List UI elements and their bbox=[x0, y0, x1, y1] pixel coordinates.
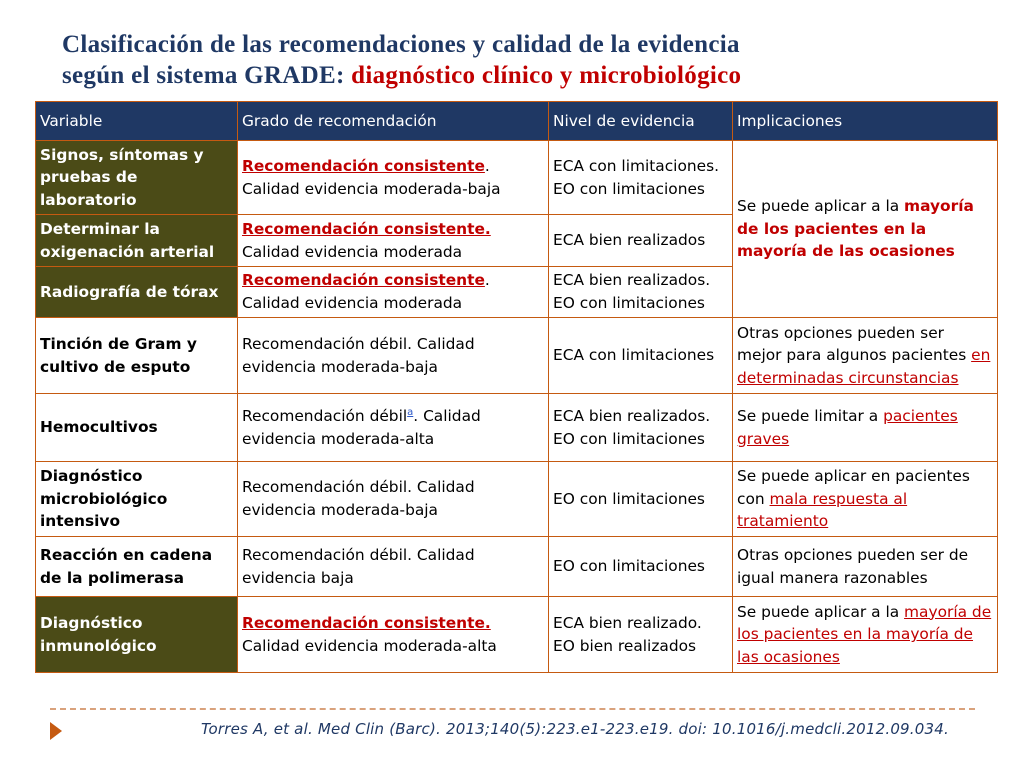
grade-strong: Recomendación consistente bbox=[242, 156, 485, 175]
grade-cell bbox=[238, 141, 549, 215]
impl-highlight: mayoría de los pacientes en la mayoría de las ocasiones bbox=[737, 197, 974, 261]
title-line-2-highlight: diagnóstico clínico y microbiológico bbox=[351, 62, 742, 89]
implications-cell bbox=[733, 462, 998, 537]
evidence-line-2: EO con limitaciones bbox=[553, 179, 705, 198]
table-row bbox=[36, 141, 998, 215]
evidence-cell: ECA con limitaciones bbox=[549, 318, 733, 394]
title-line-2-prefix: según el sistema GRADE: bbox=[62, 62, 352, 89]
variable-cell: Tinción de Gram y cultivo de esputo bbox=[36, 318, 238, 394]
table-row bbox=[36, 318, 998, 394]
evidence-line-2: EO con limitaciones bbox=[553, 294, 705, 312]
grade-cell: Recomendación débil. Calidad evidencia moderada-baja bbox=[238, 462, 549, 537]
impl-highlight: pacientes graves bbox=[737, 406, 958, 448]
evidence-line-1: ECA bien realizados. bbox=[553, 271, 711, 290]
grade-strong: Recomendación consistente. bbox=[242, 219, 491, 238]
variable-cell: Signos, síntomas y pruebas de laboratorio bbox=[36, 141, 238, 215]
impl-prefix: Se puede aplicar a la bbox=[737, 197, 905, 216]
impl-highlight: en determinadas circunstancias bbox=[737, 346, 991, 387]
grade-cell: Recomendación débil. Calidad evidencia moderada-baja bbox=[238, 318, 549, 394]
evidence-cell bbox=[549, 141, 733, 215]
grade-rest: Calidad evidencia moderada bbox=[242, 242, 463, 261]
footer-divider bbox=[50, 708, 975, 710]
implications-cell-merged bbox=[733, 141, 998, 318]
grade-table bbox=[35, 101, 998, 673]
variable-cell: Diagnóstico microbiológico intensivo bbox=[36, 462, 238, 537]
grade-part-b: . Calidad evidencia moderada-alta bbox=[242, 406, 481, 448]
citation: Torres A, et al. Med Clin (Barc). 2013;140(5):223.e1-223.e19. doi: 10.1016/j.medcli.2012.09.034. bbox=[201, 720, 949, 738]
table-row bbox=[36, 394, 998, 462]
arrow-bullet-icon bbox=[50, 722, 62, 740]
footnote-link[interactable]: a bbox=[407, 406, 414, 418]
impl-prefix: Se puede aplicar a la bbox=[737, 602, 905, 621]
grade-strong: Recomendación consistente. bbox=[242, 613, 491, 632]
grade-strong: Recomendación consistente bbox=[242, 271, 485, 290]
header-grade: Grado de recomendación bbox=[238, 102, 549, 141]
implications-cell bbox=[733, 318, 998, 394]
impl-highlight: mala respuesta al tratamiento bbox=[737, 489, 908, 531]
impl-highlight: mayoría de los pacientes en la mayoría de las ocasiones bbox=[737, 602, 992, 666]
grade-rest: Calidad evidencia moderada-alta bbox=[242, 636, 497, 655]
implications-cell: Otras opciones pueden ser de igual manera razonables bbox=[733, 537, 998, 597]
grade-punct: . bbox=[484, 156, 490, 175]
evidence-line-1: ECA bien realizado. bbox=[553, 613, 702, 632]
table-header-row bbox=[36, 102, 998, 141]
grade-cell bbox=[238, 394, 549, 462]
grade-rest: Calidad evidencia moderada-baja bbox=[242, 179, 501, 198]
evidence-cell bbox=[549, 394, 733, 462]
grade-cell bbox=[238, 215, 549, 267]
header-implications: Implicaciones bbox=[733, 102, 998, 141]
grade-cell bbox=[238, 267, 549, 318]
impl-prefix: Se puede aplicar en pacientes con bbox=[737, 467, 970, 508]
variable-cell: Determinar la oxigenación arterial bbox=[36, 215, 238, 267]
evidence-line-1: ECA bien realizados. bbox=[553, 406, 711, 425]
header-evidence: Nivel de evidencia bbox=[549, 102, 733, 141]
grade-cell bbox=[238, 597, 549, 673]
variable-cell: Radiografía de tórax bbox=[36, 267, 238, 318]
evidence-line-2: EO con limitaciones bbox=[553, 429, 705, 448]
evidence-line-1: ECA bien realizados bbox=[553, 231, 706, 250]
implications-cell bbox=[733, 394, 998, 462]
evidence-cell bbox=[549, 597, 733, 673]
impl-prefix: Se puede limitar a bbox=[737, 406, 884, 425]
page-title bbox=[62, 29, 992, 91]
variable-cell: Diagnóstico inmunológico bbox=[36, 597, 238, 673]
variable-cell: Hemocultivos bbox=[36, 394, 238, 462]
table-row bbox=[36, 537, 998, 597]
title-line-1: Clasificación de las recomendaciones y calidad de la evidencia bbox=[62, 31, 740, 58]
variable-cell: Reacción en cadena de la polimerasa bbox=[36, 537, 238, 597]
table-row bbox=[36, 462, 998, 537]
evidence-cell bbox=[549, 267, 733, 318]
evidence-cell: EO con limitaciones bbox=[549, 537, 733, 597]
impl-prefix: Otras opciones pueden ser mejor para algunos pacientes bbox=[737, 323, 972, 365]
implications-cell bbox=[733, 597, 998, 673]
grade-cell: Recomendación débil. Calidad evidencia baja bbox=[238, 537, 549, 597]
evidence-line-2: EO bien realizados bbox=[553, 636, 697, 655]
evidence-cell: EO con limitaciones bbox=[549, 462, 733, 537]
grade-punct: . bbox=[484, 271, 490, 290]
header-variable: Variable bbox=[36, 102, 238, 141]
grade-rest: Calidad evidencia moderada bbox=[242, 294, 463, 312]
evidence-line-1: ECA con limitaciones. bbox=[553, 156, 719, 175]
grade-part-a: Recomendación débil bbox=[242, 406, 408, 425]
evidence-cell bbox=[549, 215, 733, 267]
table-row bbox=[36, 597, 998, 673]
